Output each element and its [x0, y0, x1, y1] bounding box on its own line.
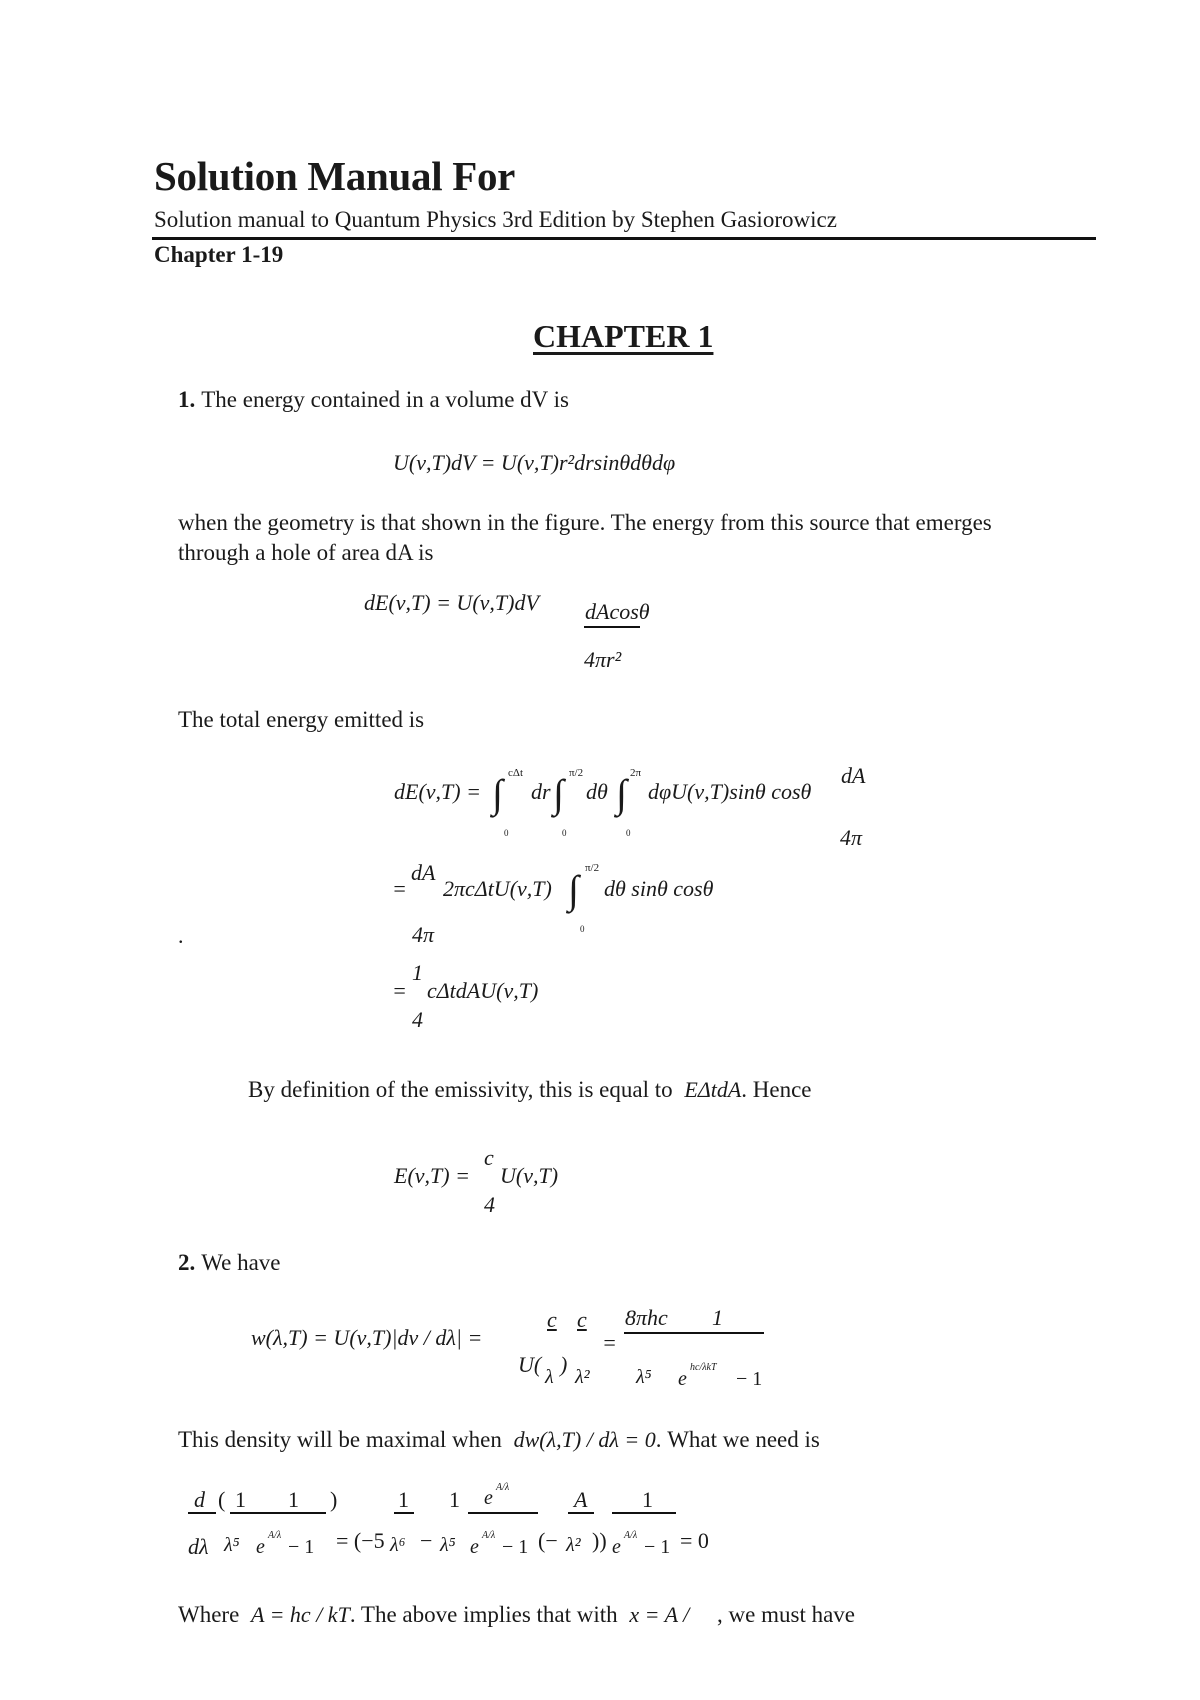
integral-sign-1: ∫: [492, 771, 503, 816]
equation-7-lhs: w(λ,T) = U(ν,T)|dν / dλ| =: [251, 1325, 483, 1350]
equation-8-d: d: [194, 1487, 205, 1512]
problem-2-text-line-1: [178, 1427, 820, 1453]
equation-8-term3-den-exponent: A/λ: [482, 1530, 496, 1541]
equation-4-equals: =: [392, 876, 407, 901]
equation-7-denominator-1: λ⁵: [636, 1366, 652, 1388]
equation-7-c1: c: [547, 1307, 557, 1332]
problem-2-intro: [178, 1250, 281, 1276]
equation-2-denominator: 4πr²: [584, 647, 622, 672]
problem-2-number: 2.: [178, 1250, 196, 1275]
equation-4-tail: dθ sinθ cosθ: [604, 876, 714, 901]
where-math-2: x = A /: [629, 1602, 690, 1627]
document-title: Solution Manual For: [154, 153, 516, 199]
equation-6-denominator: 4: [484, 1192, 495, 1217]
equation-5-body: cΔtdAU(ν,T): [427, 978, 539, 1003]
equation-8-term1-bar: [394, 1512, 414, 1514]
equation-5-denominator: 4: [412, 1007, 423, 1032]
equation-4-denominator: 4π: [412, 922, 435, 947]
equation-7-lambda: λ: [545, 1366, 554, 1388]
equation-8-den-tail: − 1: [288, 1536, 315, 1558]
problem-1-text-line-4: [248, 1077, 812, 1103]
equation-8-mid: = (−5: [336, 1528, 385, 1553]
equation-8-term3-exponent: A/λ: [496, 1482, 510, 1493]
equation-8-open-paren: (: [218, 1487, 226, 1512]
equation-8-term5-bar: [612, 1512, 676, 1514]
equation-8-term5-den-e: e: [612, 1536, 621, 1558]
equation-3-dr: dr: [531, 779, 551, 804]
equation-7-denominator-exponent: hc/λkT: [690, 1362, 717, 1373]
equation-8-den-exponent: A/λ: [268, 1530, 282, 1541]
integral-1-upper: cΔt: [508, 767, 524, 779]
equation-4-numerator: dA: [411, 860, 436, 885]
problem-1-intro: [178, 387, 569, 413]
integral-4-lower: 0: [580, 924, 585, 934]
equation-8-dlambda: dλ: [188, 1534, 209, 1559]
equation-8-term4-num: A: [574, 1487, 588, 1512]
equation-7-numerator-1: 8πhc: [625, 1305, 668, 1330]
equation-8-term2-num: 1: [449, 1487, 460, 1512]
maximal-text: This density will be maximal when: [178, 1427, 502, 1452]
where-text-mid: . The above implies that with: [349, 1602, 618, 1627]
equation-8-term1-den: λ⁶: [390, 1534, 406, 1556]
document-subtitle: Solution manual to Quantum Physics 3rd Edition by Stephen Gasiorowicz: [154, 207, 837, 232]
problem-1-number: 1.: [178, 387, 196, 412]
equation-7-close: ): [560, 1352, 568, 1377]
integral-sign-3: ∫: [616, 771, 627, 816]
equation-8-term3-den-tail: − 1: [502, 1536, 529, 1558]
equation-8-term1-num: 1: [398, 1487, 409, 1512]
equation-6-numerator: c: [484, 1145, 494, 1170]
equation-8-term3-den-e: e: [470, 1536, 479, 1558]
header-rule: [152, 237, 1096, 240]
problem-1-intro-text: The energy contained in a volume dV is: [201, 387, 569, 412]
equation-7-U: U(: [518, 1352, 542, 1377]
equation-4-body: 2πcΔtU(ν,T): [443, 876, 552, 901]
equation-8-term2-den: λ⁵: [440, 1534, 456, 1556]
equation-1: U(ν,T)dV = U(ν,T)r²drsinθdθdφ: [393, 450, 676, 475]
where-text-end: , we must have: [717, 1602, 856, 1627]
equation-7-denominator-e: e: [678, 1368, 687, 1390]
emissivity-text-end: . Hence: [741, 1077, 812, 1102]
chapter-heading: CHAPTER 1: [533, 318, 714, 354]
problem-1-text-line-1: when the geometry is that shown in the figure. The energy from this source that emerges: [178, 510, 992, 535]
integral-3-lower: 0: [626, 828, 631, 838]
equation-8-close-paren: ): [330, 1487, 338, 1512]
problem-1-text-line-3: The total energy emitted is: [178, 707, 425, 732]
equation-8-d-bar: [188, 1512, 216, 1514]
equation-3-fraction-denominator: 4π: [840, 825, 863, 850]
equation-3-dtheta: dθ: [586, 779, 608, 804]
equation-3-lhs: dE(ν,T) =: [394, 779, 481, 804]
equation-8-paren: (−: [538, 1528, 558, 1553]
equation-8-term4-den: λ²: [566, 1534, 581, 1556]
equation-7-numerator-2: 1: [712, 1305, 723, 1330]
equation-7-lambda-squared: λ²: [575, 1366, 590, 1388]
equation-2-fraction-bar: [584, 626, 640, 628]
problem-1-text-line-2: through a hole of area dA is: [178, 540, 434, 565]
equation-5-numerator: 1: [412, 960, 423, 985]
integral-4-upper: π/2: [585, 862, 600, 874]
equation-8-term4-bar: [568, 1512, 594, 1514]
equation-8-term3-bar: [468, 1512, 538, 1514]
equation-8-zero: = 0: [680, 1528, 709, 1553]
integral-3-upper: 2π: [630, 767, 642, 779]
emissivity-math: EΔtdA: [684, 1077, 742, 1102]
equation-7-denominator-tail: − 1: [736, 1368, 763, 1390]
equation-7-fraction-bar: [624, 1332, 764, 1334]
where-math-1: A = hc / kT: [251, 1602, 350, 1627]
equation-8-term5-den-exponent: A/λ: [624, 1530, 638, 1541]
equation-8-inner-bar: [230, 1512, 326, 1514]
stray-period: .: [178, 923, 184, 948]
equation-8-term5-den-tail: − 1: [644, 1536, 671, 1558]
maximal-math: dw(λ,T) / dλ = 0: [513, 1427, 656, 1452]
integral-sign-2: ∫: [553, 771, 564, 816]
emissivity-text: By definition of the emissivity, this is equal to: [248, 1077, 673, 1102]
equation-8-den-e: e: [256, 1536, 265, 1558]
equation-8-den-lambda5: λ⁵: [224, 1534, 240, 1556]
equation-3-body: dφU(ν,T)sinθ cosθ: [648, 779, 812, 804]
equation-8-minus: −: [420, 1528, 433, 1553]
equation-8-term5-num: 1: [642, 1487, 653, 1512]
problem-2-text-line-2: [178, 1602, 855, 1628]
integral-2-lower: 0: [562, 828, 567, 838]
equation-2-lhs: dE(ν,T) = U(ν,T)dV: [364, 590, 539, 615]
integral-2-upper: π/2: [569, 767, 584, 779]
equation-2-numerator: dAcosθ: [585, 599, 650, 624]
equation-3-fraction-numerator: dA: [841, 763, 866, 788]
equation-8-n2: 1: [288, 1487, 299, 1512]
problem-2-intro-text: We have: [201, 1250, 281, 1275]
equation-7-c2: c: [577, 1307, 587, 1332]
equation-6-lhs: E(ν,T) =: [394, 1163, 470, 1188]
integral-1-lower: 0: [504, 828, 509, 838]
where-text: Where: [178, 1602, 240, 1627]
equation-8-close: )): [592, 1528, 607, 1553]
chapter-range: Chapter 1-19: [154, 242, 284, 267]
maximal-text-end: . What we need is: [655, 1427, 820, 1452]
equation-5-equals: =: [392, 978, 407, 1003]
integral-sign-4: ∫: [568, 867, 579, 912]
equation-7-equals: =: [602, 1330, 617, 1355]
equation-8-term3-e: e: [484, 1487, 493, 1509]
equation-6-body: U(ν,T): [500, 1163, 559, 1188]
equation-8-n1: 1: [235, 1487, 246, 1512]
